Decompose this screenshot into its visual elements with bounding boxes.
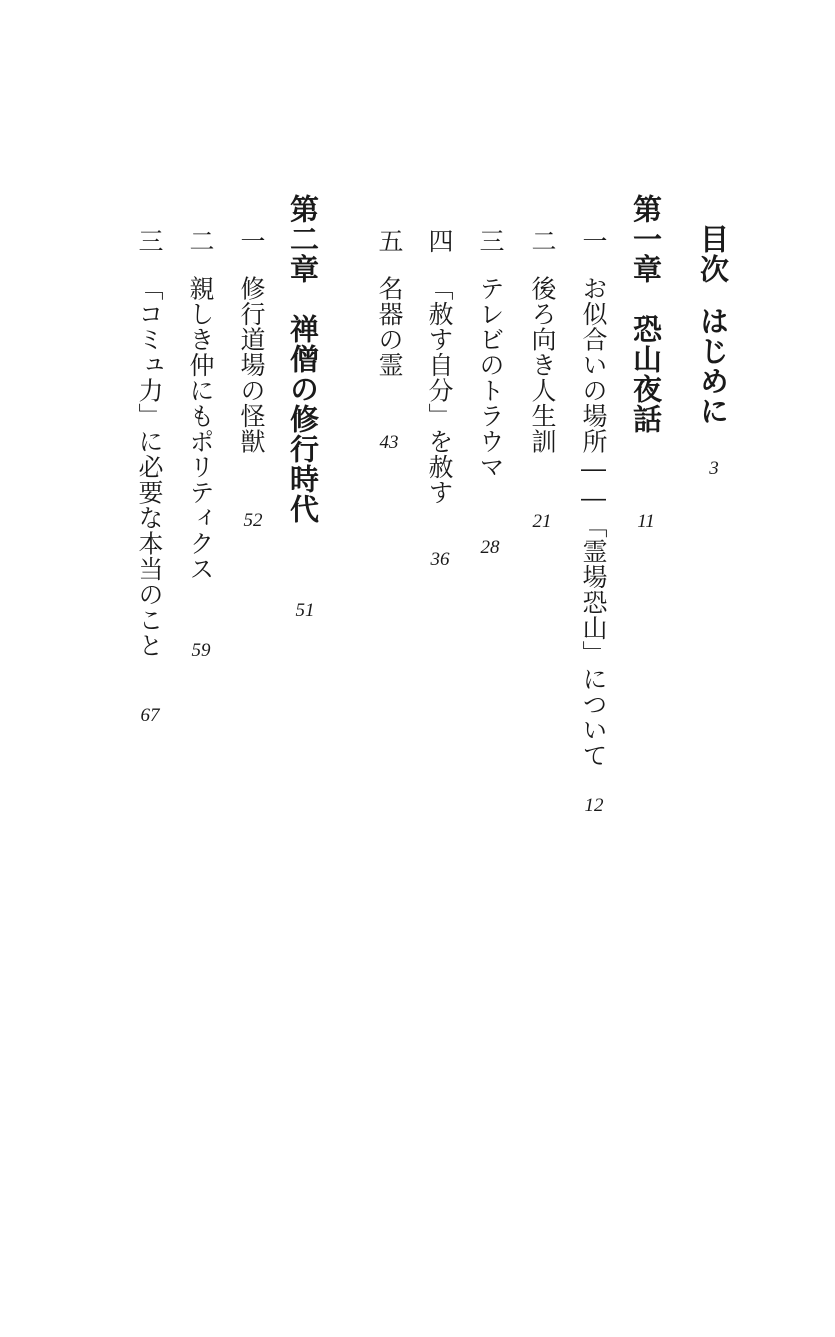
chapter-2-section-3[interactable] [137,228,162,658]
chapter-1-section-4[interactable] [427,228,452,505]
chapter-1-section-3-page: 28 [480,537,500,558]
chapter-1-page-number: 11 [637,511,655,532]
chapter-2-heading[interactable]: 第二章 禅僧の修行時代 [286,194,320,524]
section-number: 五 [375,228,404,254]
toc-title: 目次 [696,224,730,284]
section-number: 三 [476,228,505,254]
section-number: 一 [579,228,608,254]
section-title: 後ろ向き人生訓 [528,275,557,454]
section-title: 親しき仲にもポリティクス [186,275,215,582]
section-title: 修行道場の怪獣 [237,275,266,454]
chapter-2-page-number: 51 [295,600,315,621]
section-number: 二 [186,228,215,254]
chapter-2-section-1[interactable] [239,228,264,454]
section-title: お似合いの場所――「霊場恐山」について [579,275,608,768]
section-number: 三 [135,228,164,254]
intro-label[interactable]: はじめに [696,306,730,426]
chapter-2-section-2[interactable] [188,228,213,582]
section-title: 「赦す自分」を赦す [425,275,454,505]
section-number: 二 [528,228,557,254]
chapter-1-section-2-page: 21 [532,511,552,532]
section-number: 四 [425,228,454,254]
chapter-1-section-1[interactable] [581,228,606,768]
intro-page-number: 3 [709,458,719,479]
chapter-1-section-5[interactable] [377,228,402,378]
chapter-2-section-3-page: 67 [140,705,160,726]
chapter-1-section-1-page: 12 [584,795,604,816]
chapter-1-section-3[interactable] [478,228,503,480]
chapter-1-section-2[interactable] [530,228,555,454]
section-title: 「コミュ力」に必要な本当のこと [135,275,164,658]
chapter-1-section-5-page: 43 [379,432,399,453]
chapter-1-heading[interactable]: 第一章 恐山夜話 [629,194,663,434]
toc-title-line [696,224,730,426]
section-number: 一 [237,228,266,254]
chapter-1-section-4-page: 36 [430,549,450,570]
chapter-2-section-2-page: 59 [191,640,211,661]
section-title: テレビのトラウマ [476,275,505,480]
section-title: 名器の霊 [375,275,404,378]
chapter-2-section-1-page: 52 [243,510,263,531]
